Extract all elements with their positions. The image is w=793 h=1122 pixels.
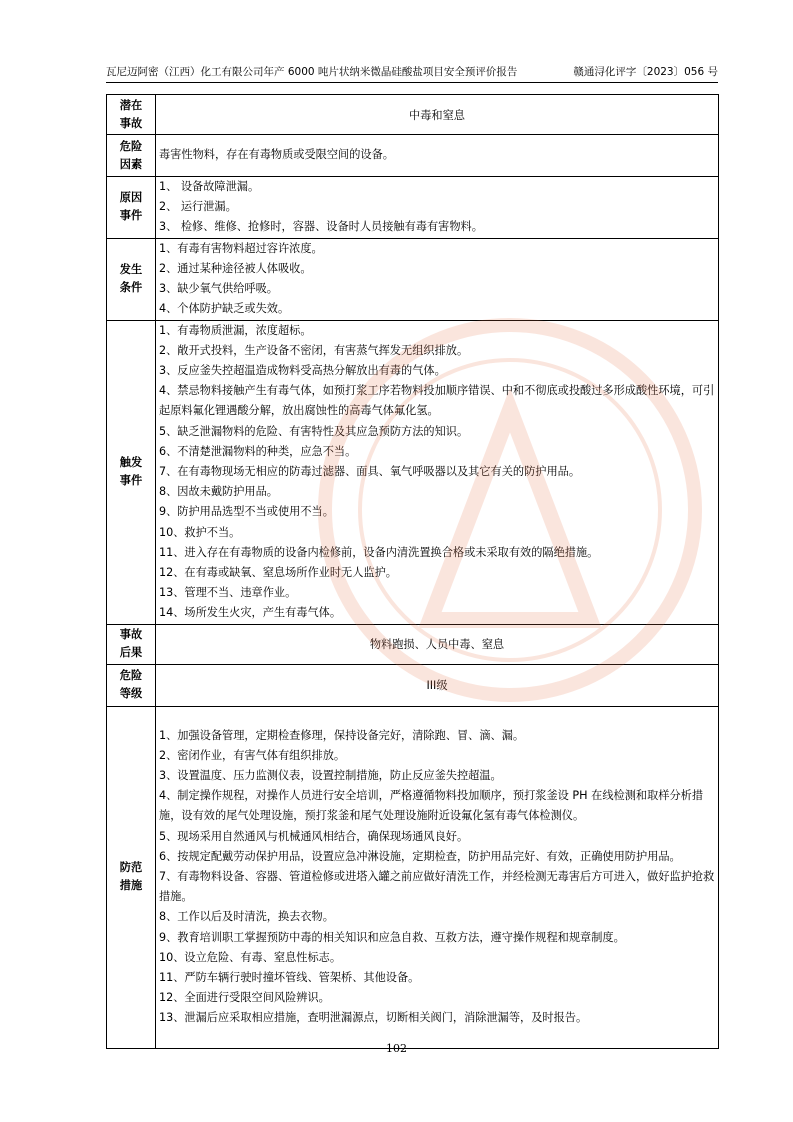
row-label: 事故 后果 [107, 624, 156, 664]
list-item: 9、防护用品选型不当或使用不当。 [159, 505, 334, 519]
list-item: 8、工作以后及时清洗，换去衣物。 [159, 910, 334, 924]
row-items [156, 320, 719, 624]
row-hazard-factor [107, 135, 719, 177]
list-item: 6、不清楚泄漏物料的种类，应急不当。 [159, 444, 357, 458]
list-item: 11、进入存在有毒物质的设备内检修前，设备内清洗置换合格或未采取有效的隔绝措施。 [159, 545, 599, 559]
row-label: 原因 事件 [107, 177, 156, 239]
list-item: 2、敞开式投料，生产设备不密闭，有害蒸气挥发无组织排放。 [159, 343, 469, 357]
row-cause-events [107, 177, 719, 239]
list-item: 4、禁忌物料接触产生有毒气体，如预打浆工序若物料投加顺序错误、中和不彻底或投酸过多形成酸性环境，可引起原料氟化锂遇酸分解，放出腐蚀性的高毒气体氟化氢。 [159, 384, 715, 418]
row-items [156, 706, 719, 1048]
list-item: 2、密闭作业，有害气体有组织排放。 [159, 748, 346, 762]
list-item: 10、救护不当。 [159, 525, 241, 539]
list-item: 6、按规定配戴劳动保护用品，设置应急冲淋设施，定期检查，防护用品完好、有效，正确使用防护用品。 [159, 849, 681, 863]
row-consequence [107, 624, 719, 664]
list-item: 1、有毒物质泄漏，浓度超标。 [159, 323, 312, 337]
list-item: 4、个体防护缺乏或失效。 [159, 302, 290, 316]
row-label: 危险 因素 [107, 135, 156, 177]
row-value: 中毒和窒息 [156, 95, 719, 135]
list-item: 11、严防车辆行驶时撞坏管线、管架桥、其他设备。 [159, 971, 420, 985]
list-item: 12、全面进行受限空间风险辨识。 [159, 991, 330, 1005]
list-item: 7、在有毒物现场无相应的防毒过滤器、面具、氧气呼吸器以及其它有关的防护用品。 [159, 465, 581, 479]
list-item: 12、在有毒或缺氧、窒息场所作业时无人监护。 [159, 566, 397, 580]
row-risk-level [107, 664, 719, 706]
list-item: 4、制定操作规程，对操作人员进行安全培训，严格遵循物料投加顺序，预打浆釜设 PH 在线检测和取样分析措施，设有效的尾气处理设施，预打浆釜和尾气处理设施附近设氟化氢有毒气体检测仪。 [159, 789, 704, 823]
row-value: 物料跑损、人员中毒、窒息 [156, 624, 719, 664]
row-potential-accident [107, 95, 719, 135]
report-title: 瓦尼迈阿密（江西）化工有限公司年产 6000 吨片状纳米微晶硅酸盐项目安全预评价报告 [106, 66, 518, 78]
list-item: 3、 检修、维修、抢修时，容器、设备时人员接触有毒有害物料。 [159, 220, 483, 234]
list-item: 13、管理不当、违章作业。 [159, 586, 297, 600]
risk-analysis-table [106, 94, 719, 1049]
report-number: 赣通浔化评字〔2023〕056 号 [573, 66, 718, 78]
list-item: 2、通过某种途径被人体吸收。 [159, 261, 312, 275]
list-item: 5、现场采用自然通风与机械通风相结合，确保现场通风良好。 [159, 829, 469, 843]
row-value: 毒害性物料，存在有毒物质或受限空间的设备。 [156, 135, 719, 177]
row-label: 防范 措施 [107, 706, 156, 1048]
row-items [156, 238, 719, 320]
row-occurrence-conditions [107, 238, 719, 320]
list-item: 13、泄漏后应采取相应措施，查明泄漏源点，切断相关阀门，消除泄漏等，及时报告。 [159, 1011, 588, 1025]
row-items [156, 177, 719, 239]
row-label: 危险 等级 [107, 664, 156, 706]
list-item: 7、有毒物料设备、容器、管道检修或进塔入罐之前应做好清洗工作，并经检测无毒害后方可进入，做好监护抢救措施。 [159, 870, 715, 904]
list-item: 10、设立危险、有毒、窒息性标志。 [159, 950, 342, 964]
page-number: 102 [386, 1042, 407, 1055]
page-header [106, 62, 718, 83]
row-label: 发生 条件 [107, 238, 156, 320]
list-item: 14、场所发生火灾，产生有毒气体。 [159, 606, 342, 620]
list-item: 1、 设备故障泄漏。 [159, 180, 260, 193]
list-item: 3、设置温度、压力监测仪表，设置控制措施，防止反应釜失控超温。 [159, 769, 502, 783]
list-item: 5、缺乏泄漏物料的危险、有害特性及其应急预防方法的知识。 [159, 424, 469, 438]
list-item: 9、教育培训职工掌握预防中毒的相关知识和应急自救、互救方法，遵守操作规程和规章制度。 [159, 930, 625, 944]
list-item: 2、 运行泄漏。 [159, 200, 237, 214]
row-preventive-measures [107, 706, 719, 1048]
list-item: 1、有毒有害物料超过容许浓度。 [159, 241, 323, 255]
list-item: 1、加强设备管理，定期检查修理，保持设备完好，清除跑、冒、滴、漏。 [159, 728, 525, 742]
row-trigger-events [107, 320, 719, 624]
list-item: 3、反应釜失控超温造成物料受高热分解放出有毒的气体。 [159, 364, 446, 378]
row-value: III级 [156, 664, 719, 706]
list-item: 8、因故未戴防护用品。 [159, 485, 278, 499]
row-label: 触发 事件 [107, 320, 156, 624]
row-label: 潜在 事故 [107, 95, 156, 135]
list-item: 3、缺少氧气供给呼吸。 [159, 282, 278, 296]
